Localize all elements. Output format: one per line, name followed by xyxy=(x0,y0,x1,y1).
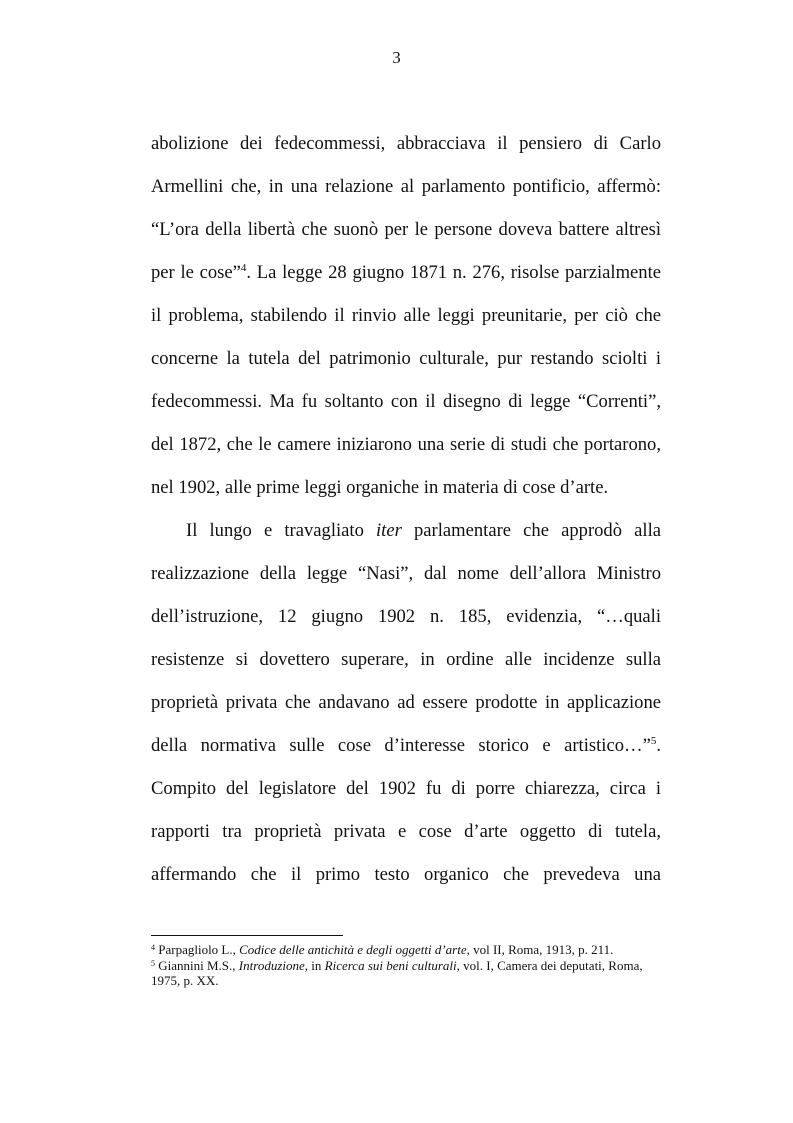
body-text: per le cose” xyxy=(151,262,241,283)
footnote xyxy=(151,959,661,973)
footnote-number: 4 xyxy=(151,943,155,952)
footnote-continuation: 1975, p. XX. xyxy=(151,973,219,988)
body-line: affermando che il primo testo organico che prevedeva una xyxy=(151,864,661,885)
footnote-author: Parpagliolo L., xyxy=(155,942,240,957)
body-line: Compito del legislatore del 1902 fu di porre chiarezza, circa i xyxy=(151,778,661,799)
body-text: . xyxy=(656,735,661,756)
body-line xyxy=(151,734,661,758)
body-line: Armellini che, in una relazione al parlamento pontificio, affermò: xyxy=(151,176,661,197)
footnote-title: Codice delle antichità e degli oggetti d’arte, xyxy=(239,942,470,957)
body-text: della normativa sulle cose d’interesse storico e artistico…” xyxy=(151,735,651,756)
body-line xyxy=(186,519,661,543)
footnote-text: vol. I, Camera dei deputati, Roma, xyxy=(459,958,643,973)
page-number: 3 xyxy=(392,48,401,67)
footnote xyxy=(151,943,661,957)
footnote-author: Giannini M.S., xyxy=(155,958,239,973)
body-line: realizzazione della legge “Nasi”, dal nome dell’allora Ministro xyxy=(151,563,661,584)
footnote-separator xyxy=(151,935,343,936)
body-line: del 1872, che le camere iniziarono una serie di studi che portarono, xyxy=(151,434,661,455)
footnote-title: Ricerca sui beni culturali, xyxy=(324,958,460,973)
body-line: “L’ora della libertà che suonò per le persone doveva battere altresì xyxy=(151,219,661,240)
body-text: parlamentare che approdò alla xyxy=(401,520,661,541)
body-line: nel 1902, alle prime leggi organiche in materia di cose d’arte. xyxy=(151,477,609,498)
footnote-ref: 4 xyxy=(240,262,247,274)
body-text: . La legge 28 giugno 1871 n. 276, risolse parzialmente xyxy=(246,262,661,283)
footnote-number: 5 xyxy=(151,959,155,968)
footnote-title: Introduzione, xyxy=(238,958,309,973)
body-line: il problema, stabilendo il rinvio alle leggi preunitarie, per ciò che xyxy=(151,305,661,326)
body-line: proprietà privata che andavano ad essere prodotte in applicazione xyxy=(151,692,661,713)
body-line xyxy=(151,261,661,285)
body-text: Il lungo e travagliato xyxy=(186,520,377,541)
footnote-ref: 5 xyxy=(650,735,657,747)
body-line: abolizione dei fedecommessi, abbracciava il pensiero di Carlo xyxy=(151,133,661,154)
body-line: dell’istruzione, 12 giugno 1902 n. 185, evidenzia, “…quali xyxy=(151,606,661,627)
footnote-text: in xyxy=(308,958,325,973)
italic-term: iter xyxy=(376,520,402,541)
body-line: resistenze si dovettero superare, in ordine alle incidenze sulla xyxy=(151,649,661,670)
body-line: concerne la tutela del patrimonio culturale, pur restando sciolti i xyxy=(151,348,661,369)
footnote-text: vol II, Roma, 1913, p. 211. xyxy=(469,942,614,957)
body-line: fedecommessi. Ma fu soltanto con il disegno di legge “Correnti”, xyxy=(151,391,661,412)
body-line: rapporti tra proprietà privata e cose d’arte oggetto di tutela, xyxy=(151,821,661,842)
